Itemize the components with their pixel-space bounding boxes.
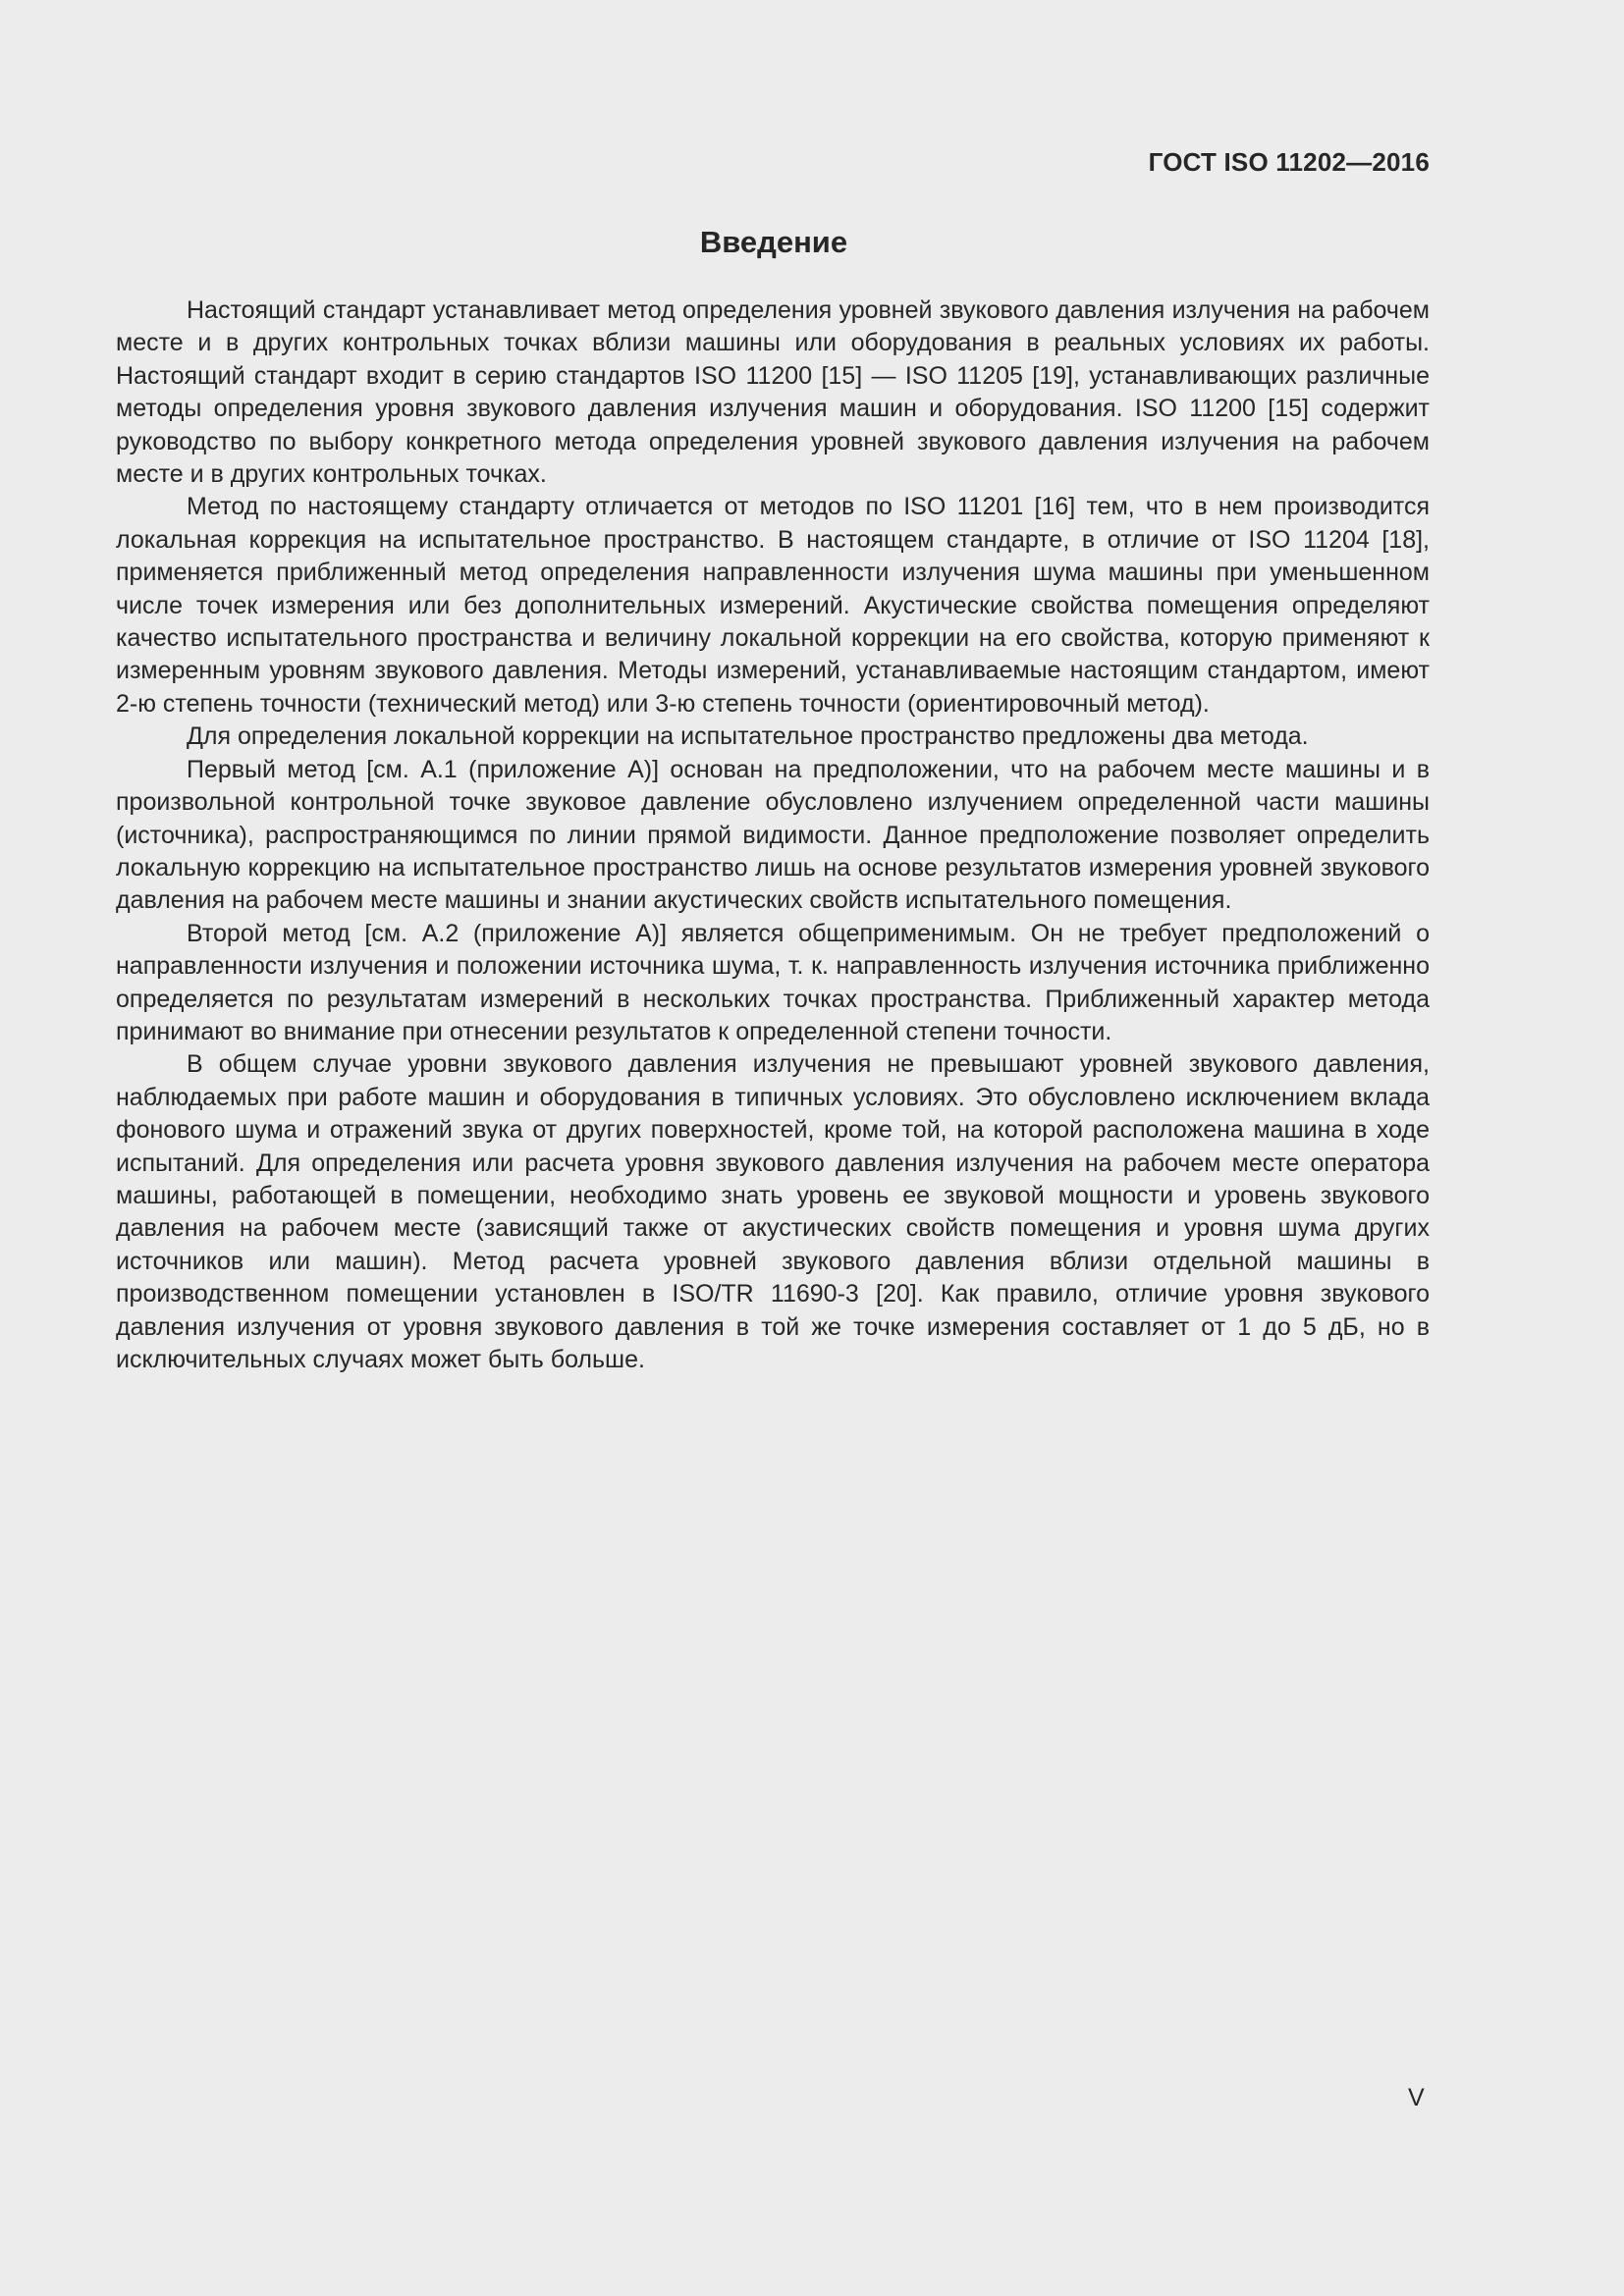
- body-text: [116, 294, 1430, 1376]
- paragraph-1: Настоящий стандарт устанавливает метод определения уровней звукового давления излучения на рабочем месте и в других контрольных точках вблизи машины или оборудования в реальных условиях их работы. Настоящий стандарт входит в серию стандартов ISO 11200 [15] — ISO 11205 [19], устанавливающих различные методы определения уровня звукового давления излучения машин и оборудования. ISO 11200 [15] содержит руководство по выбору конкретного метода определения уровней звукового давления излучения на рабочем месте и в других контрольных точках.: [116, 296, 1430, 489]
- paragraph-6: В общем случае уровни звукового давления излучения не превышают уровней звукового давления, наблюдаемых при работе машин и оборудования в типичных условиях. Это обусловлено исключением вклада фонового шума и отражений звука от других поверхностей, кроме той, на которой расположена машина в ходе испытаний. Для определения или расчета уровня звукового давления излучения на рабочем месте оператора машины, работающей в помещении, необходимо знать уровень ее звуковой мощности и уровень звукового давления на рабочем месте (зависящий также от акустических свойств помещения и уровня шума других источников или машин). Метод расчета уровней звукового давления вблизи отдельной машины в производственном помещении установлен в ISO/TR 11690-3 [20]. Как правило, отличие уровня звукового давления излучения от уровня звукового давления в той же точке измерения составляет от 1 до 5 дБ, но в исключительных случаях может быть больше.: [116, 1050, 1430, 1373]
- paragraph-4: Первый метод [см. А.1 (приложение А)] основан на предположении, что на рабочем месте машины и в произвольной контрольной точке звуковое давление обусловлено излучением определенной части машины (источника), распространяющимся по линии прямой видимости. Данное предположение позволяет определить локальную коррекцию на испытательное пространство лишь на основе результатов измерения уровней звукового давления на рабочем месте машины и знании акустических свойств испытательного помещения.: [116, 755, 1430, 915]
- section-title: Введение: [699, 225, 848, 259]
- paragraph-3: Для определения локальной коррекции на испытательное пространство предложены два метода.: [187, 722, 1309, 751]
- running-header-standard-id: ГОСТ ISO 11202—2016: [1148, 147, 1430, 177]
- page-number: V: [1408, 2084, 1425, 2111]
- paragraph-2: Метод по настоящему стандарту отличается от методов по ISO 11201 [16] тем, что в нем производится локальная коррекция на испытательное пространство. В настоящем стандарте, в отличие от ISO 11204 [18], применяется приближенный метод определения направленности излучения шума машины при уменьшенном числе точек измерения или без дополнительных измерений. Акустические свойства помещения определяют качество испытательного пространства и величину локальной коррекции на его свойства, которую применяют к измеренным уровням звукового давления. Методы измерений, устанавливаемые настоящим стандартом, имеют 2-ю степень точности (технический метод) или 3-ю степень точности (ориентировочный метод).: [116, 493, 1430, 718]
- paragraph-5: Второй метод [см. А.2 (приложение А)] является общеприменимым. Он не требует предположений о направленности излучения и положении источника шума, т. к. направленность излучения источника приближенно определяется по результатам измерений в нескольких точках пространства. Приближенный характер метода принимают во внимание при отнесении результатов к определенной степени точности.: [116, 919, 1430, 1045]
